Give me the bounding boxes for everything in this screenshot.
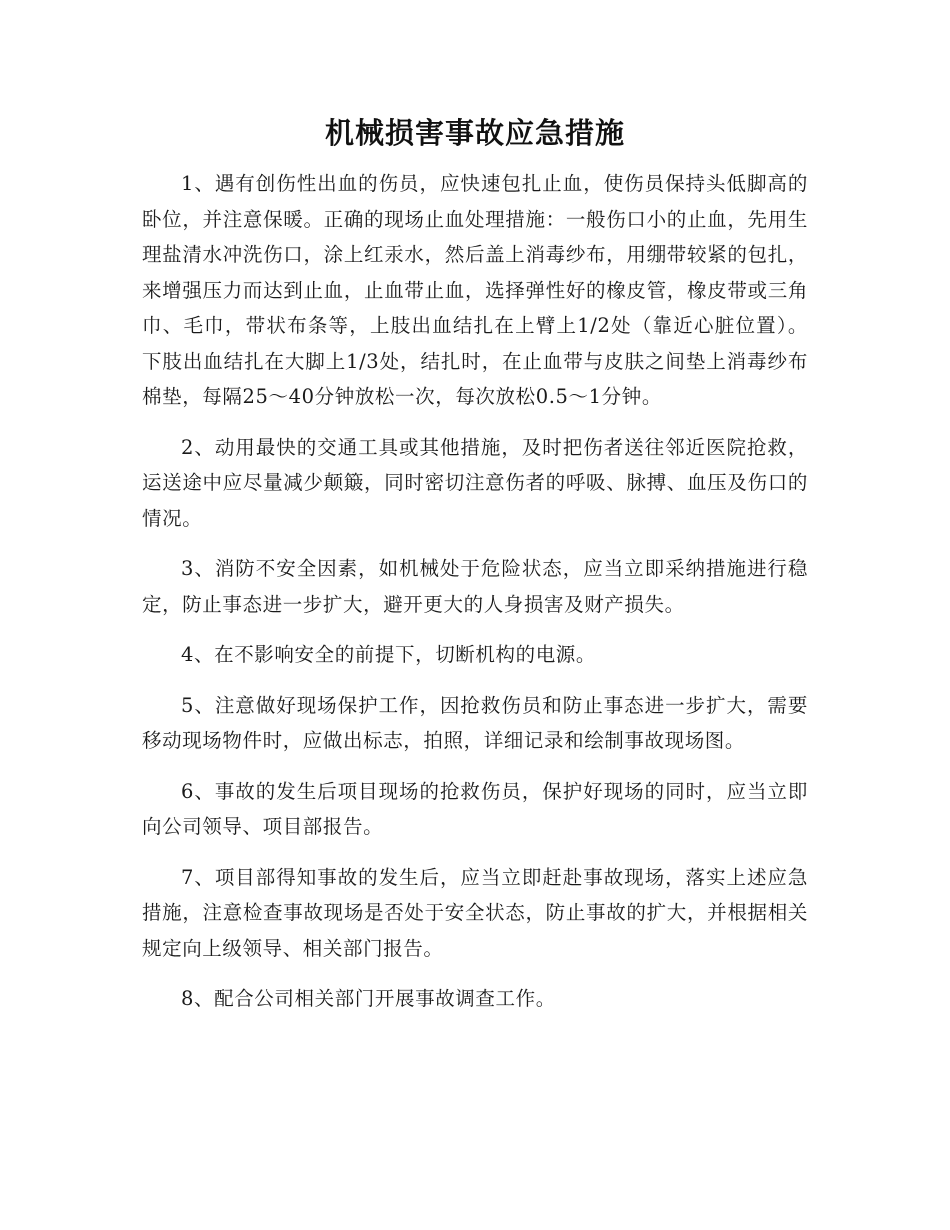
paragraph-5: 5、注意做好现场保护工作，因抢救伤员和防止事态进一步扩大，需要移动现场物件时，应做出标志，拍照，详细记录和绘制事故现场图。 — [142, 693, 808, 752]
paragraph-8: 8、配合公司相关部门开展事故调查工作。 — [181, 987, 556, 1010]
paragraph-1: 1、遇有创伤性出血的伤员，应快速包扎止血，使伤员保持头低脚高的卧位，并注意保暖。正确的现场止血处理措施：一般伤口小的止血，先用生理盐清水冲洗伤口，涂上红汞水，然后盖上消毒纱布，用绷带较紧的包扎，来增强压力而达到止血，止血带止血，选择弹性好的橡皮管，橡皮带或三角巾、毛巾，带状布条等，上肢出血结扎在上臂上1/2处（靠近心脏位置）。下肢出血结扎在大脚上1/3处，结扎时，在止血带与皮肤之间垫上消毒纱布棉垫，每隔25～40分钟放松一次，每次放松0.5～1分钟。 — [142, 172, 808, 408]
document-title: 机械损害事故应急措施 — [324, 116, 625, 150]
paragraph-3: 3、消防不安全因素，如机械处于危险状态，应当立即采纳措施进行稳定，防止事态进一步扩大，避开更大的人身损害及财产损失。 — [142, 557, 808, 616]
paragraph-6: 6、事故的发生后项目现场的抢救伤员，保护好现场的同时，应当立即向公司领导、项目部报告。 — [142, 779, 808, 838]
document-body — [142, 166, 808, 1032]
paragraph-7: 7、项目部得知事故的发生后，应当立即赶赴事故现场，落实上述应急措施，注意检查事故现场是否处于安全状态，防止事故的扩大，并根据相关规定向上级领导、相关部门报告。 — [142, 865, 808, 960]
paragraph-2: 2、动用最快的交通工具或其他措施，及时把伤者送往邻近医院抢救，运送途中应尽量减少颠簸，同时密切注意伤者的呼吸、脉搏、血压及伤口的情况。 — [142, 435, 808, 530]
paragraph-4: 4、在不影响安全的前提下，切断机构的电源。 — [181, 643, 597, 666]
